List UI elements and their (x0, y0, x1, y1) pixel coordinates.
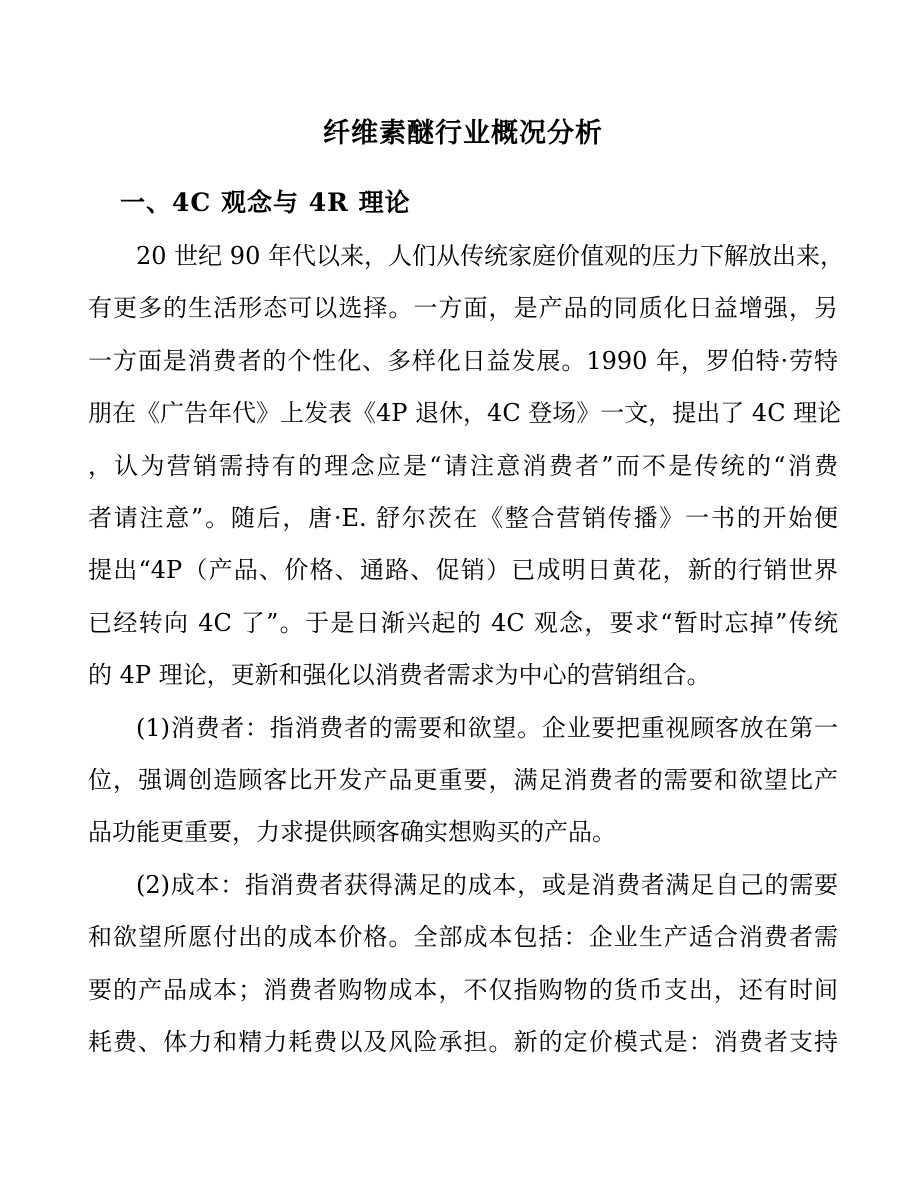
text-line: 一方面是消费者的个性化、多样化日益发展。1990 年，罗伯特·劳特 (88, 346, 838, 375)
text-line: 朋在《广告年代》上发表《4P 退休，4C 登场》一文，提出了 4C 理论 (88, 399, 842, 428)
text-line: (2)成本：指消费者获得满足的成本，或是消费者满足自己的需要 (136, 870, 838, 899)
text-line: 位，强调创造顾客比开发产品更重要，满足消费者的需要和欲望比产 (88, 766, 838, 795)
text-line: 20 世纪 90 年代以来，人们从传统家庭价值观的压力下解放出来， (136, 242, 844, 270)
text-line: 提出“4P（产品、价格、通路、促销）已成明日黄花，新的行销世界 (88, 556, 838, 585)
text-line: 品功能更重要，力求提供顾客确实想购买的产品。 (88, 818, 616, 847)
text-line: 者请注意”。随后，唐·E. 舒尔茨在《整合营销传播》一书的开始便 (88, 504, 838, 533)
document-title: 纤维素醚行业概况分析 (323, 118, 603, 149)
text-line: ，认为营销需持有的理念应是“请注意消费者”而不是传统的“消费 (88, 451, 838, 480)
paragraph (88, 859, 838, 1069)
document-body (88, 230, 844, 1069)
text-line: 要的产品成本；消费者购物成本，不仅指购物的货币支出，还有时间 (88, 975, 838, 1004)
section-heading: 一、4C 观念与 4R 理论 (120, 188, 411, 217)
paragraph (88, 230, 844, 702)
text-line: (1)消费者：指消费者的需要和欲望。企业要把重视顾客放在第一 (136, 713, 838, 742)
text-line: 已经转向 4C 了”。于是日渐兴起的 4C 观念，要求“暂时忘掉”传统 (88, 608, 838, 637)
paragraph (88, 702, 838, 859)
text-line: 耗费、体力和精力耗费以及风险承担。新的定价模式是：消费者支持 (88, 1028, 838, 1057)
text-line: 有更多的生活形态可以选择。一方面，是产品的同质化日益增强，另 (88, 294, 838, 323)
text-line: 和欲望所愿付出的成本价格。全部成本包括：企业生产适合消费者需 (88, 923, 838, 952)
text-line: 的 4P 理论，更新和强化以消费者需求为中心的营销组合。 (88, 661, 711, 690)
